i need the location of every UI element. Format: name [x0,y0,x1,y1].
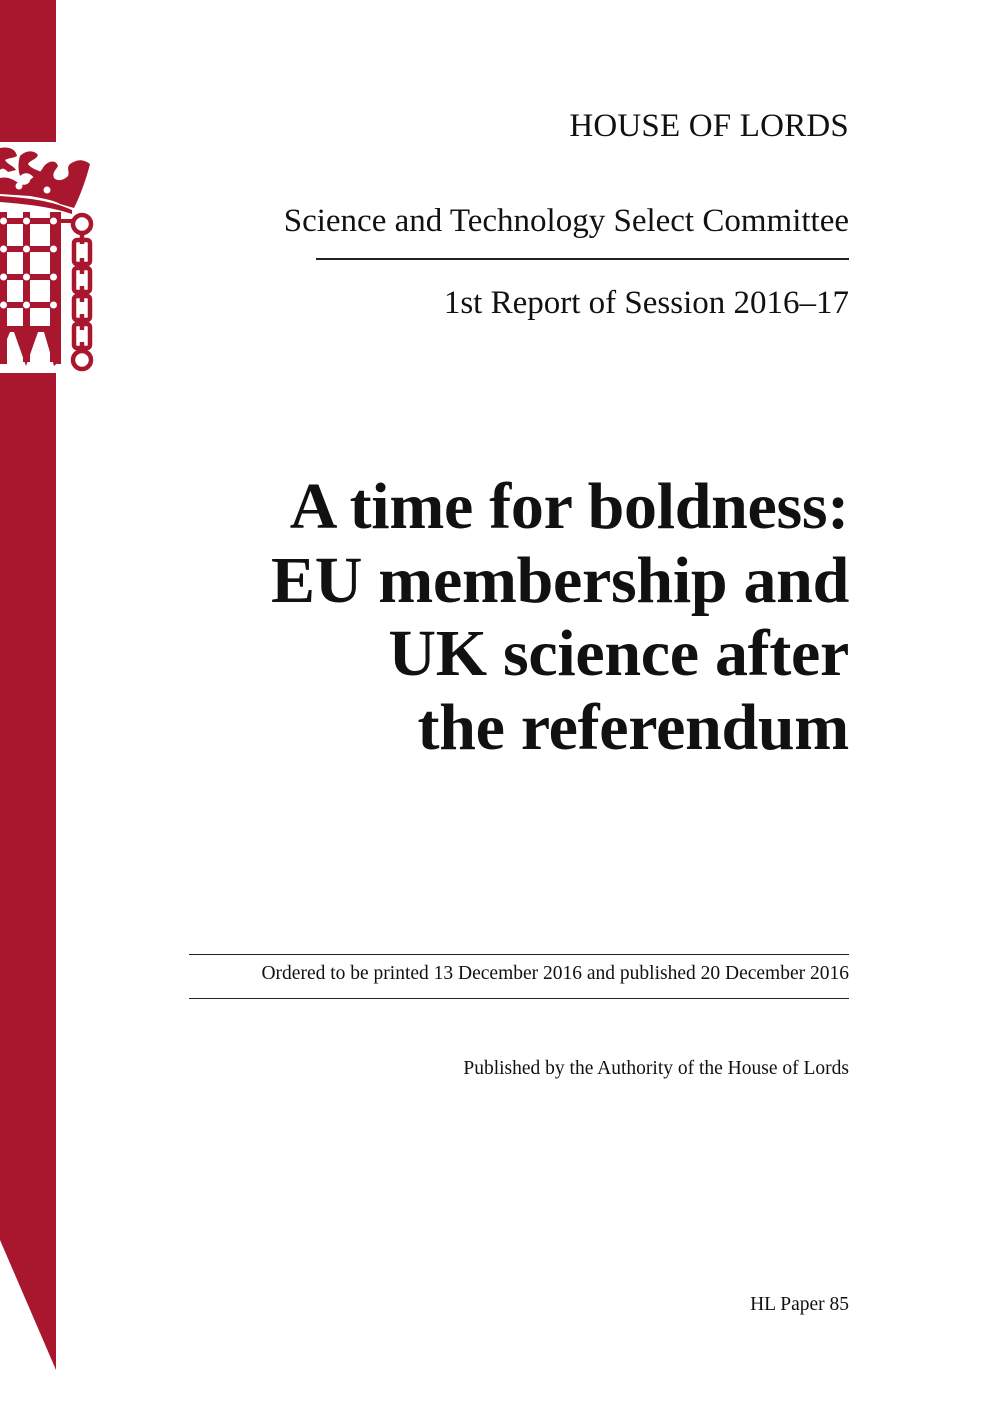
red-side-band [0,0,100,1401]
house-name: HOUSE OF LORDS [569,108,849,144]
portcullis-icon [0,212,73,366]
header-divider [316,258,849,260]
ordered-top-divider [189,954,849,955]
title-line: EU membership and [271,543,849,617]
title-line: the referendum [417,690,849,764]
band-bottom [0,373,56,1370]
band-top [0,0,56,142]
chain-icon [73,215,91,369]
report-title [89,470,849,764]
session-label: 1st Report of Session 2016–17 [443,285,849,321]
ordered-bottom-divider [189,998,849,999]
ordered-printed-note: Ordered to be printed 13 December 2016 and published 20 December 2016 [261,963,849,984]
title-line: A time for boldness: [289,470,849,543]
crown-icon [0,147,90,214]
committee-name: Science and Technology Select Committee [283,203,849,239]
paper-number: HL Paper 85 [750,1294,849,1315]
publisher-note: Published by the Authority of the House of Lords [463,1058,849,1079]
portcullis-crown-emblem [0,147,91,369]
title-line: UK science after [388,617,849,690]
